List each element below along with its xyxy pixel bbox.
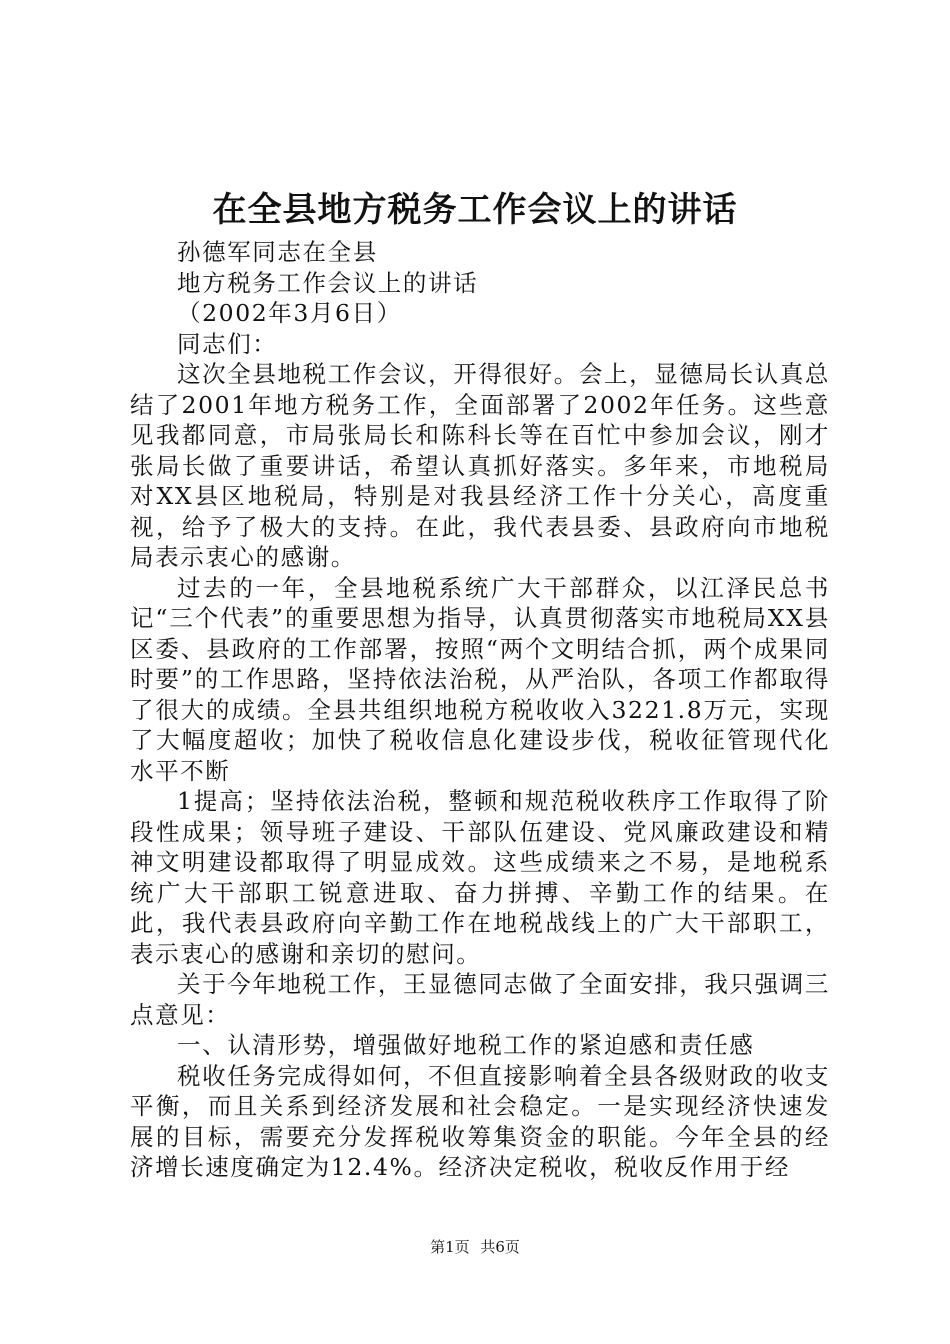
- salutation: 同志们：: [177, 329, 278, 358]
- document-body: [130, 237, 830, 1183]
- paragraph: 1提高；坚持依法治税，整顿和规范税收秩序工作取得了阶段性成果；领导班子建设、干部队伍建设、党风廉政建设和精神文明建设都取得了明显成效。这些成绩来之不易，是地税系统广大干部职工锐意进取、奋力拼搏、辛勤工作的结果。在此，我代表县政府向辛勤工作在地税战线上的广大干部职工，表示衷心的感谢和亲切的慰问。: [130, 787, 830, 968]
- header-line-date: （2002年3月6日）: [177, 299, 402, 327]
- header-line-speaker: 孙德军同志在全县: [177, 238, 378, 266]
- paragraph: 税收任务完成得如何，不但直接影响着全县各级财政的收支平衡，而且关系到经济发展和社会稳定。一是实现经济快速发展的目标，需要充分发挥税收筹集资金的职能。今年全县的经济增长速度确定为12.4%。经济决定税收，税收反作用于经: [130, 1061, 830, 1181]
- section-heading: 一、认清形势，增强做好地税工作的紧迫感和责任感: [177, 1031, 755, 1059]
- document-title: 在全县地方税务工作会议上的讲话: [212, 190, 738, 230]
- page-number: 第1页: [430, 1238, 470, 1256]
- page-footer: [0, 1237, 950, 1257]
- paragraph: 关于今年地税工作，王显德同志做了全面安排，我只强调三点意见：: [130, 970, 830, 1029]
- page-total: 共6页: [480, 1238, 520, 1256]
- header-line-subtitle: 地方税务工作会议上的讲话: [177, 268, 479, 297]
- paragraph: 过去的一年，全县地税系统广大干部群众，以江泽民总书记“三个代表”的重要思想为指导，认真贯彻落实市地税局XX县区委、县政府的工作部署，按照“两个文明结合抓，两个成果同时要”的工作思路，坚持依法治税，从严治队，各项工作都取得了很大的成绩。全县共组织地税方税收收入3221.8万元，实现了大幅度超收；加快了税收信息化建设步伐，税收征管现代化水平不断: [130, 573, 830, 785]
- paragraph: 这次全县地税工作会议，开得很好。会上，显德局长认真总结了2001年地方税务工作，全面部署了2002年任务。这些意见我都同意，市局张局长和陈科长等在百忙中参加会议，刚才张局长做了重要讲话，希望认真抓好落实。多年来，市地税局对XX县区地税局，特别是对我县经济工作十分关心，高度重视，给予了极大的支持。在此，我代表县委、县政府向市地税局表示衷心的感谢。: [130, 360, 830, 571]
